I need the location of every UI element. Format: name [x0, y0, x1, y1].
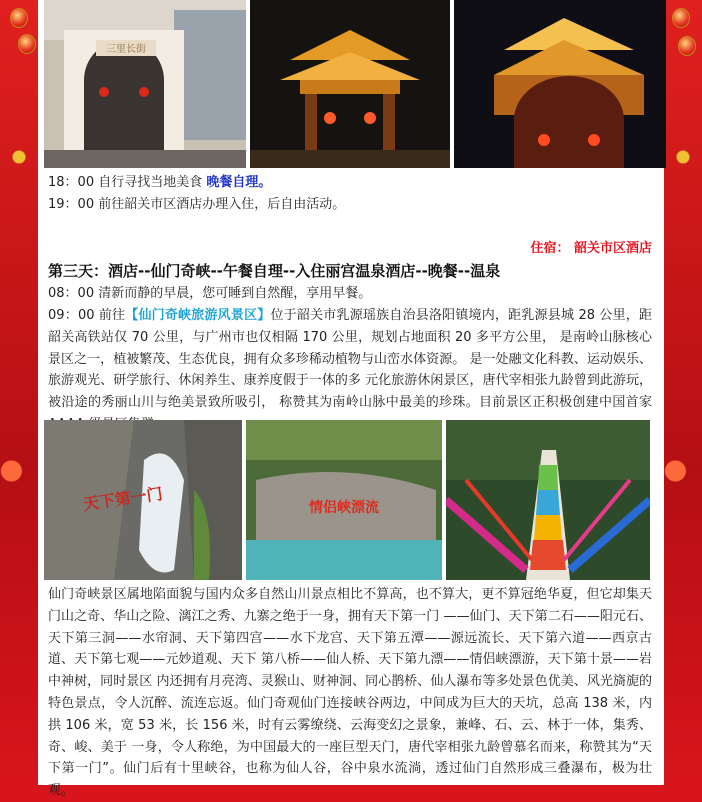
lantern-icon: [672, 8, 690, 28]
scenic-area-link: 【仙门奇峡旅游风景区】: [125, 308, 271, 323]
item-highlight: 晚餐自理。: [206, 175, 272, 190]
item-time: 08：00: [48, 286, 95, 301]
cliff-calligraphy-photo: [44, 420, 242, 580]
rainbow-bridge-photo: [446, 420, 650, 580]
itinerary-item-0900: [48, 305, 652, 436]
item-text: 自行寻找当地美食: [98, 175, 203, 190]
item-prefix: 前往: [98, 308, 126, 323]
shopping-street-photo: [44, 0, 246, 168]
rock-characters-photo: [246, 420, 442, 580]
day3-title: 第三天：酒店--仙门奇峡--午餐自理--入住丽宫温泉酒店--晚餐--温泉: [48, 262, 501, 280]
item-text: 前往韶关市区酒店办理入住，后自由活动。: [98, 197, 346, 212]
itinerary-item-0800: [48, 283, 652, 305]
rock-characters-text: 情侣峡漂流: [309, 500, 379, 516]
lodging-label: 住宿： 韶关市区酒店: [530, 241, 652, 256]
lantern-icon: [678, 36, 696, 56]
middle-photo-row: [44, 420, 650, 580]
cliff-calligraphy-text: 天下第一门: [81, 484, 164, 514]
lantern-icon: [10, 8, 28, 28]
top-photo-row: [44, 0, 666, 168]
decorative-frame-left: [0, 0, 38, 785]
item-time: 09：00: [48, 308, 95, 323]
night-pavilion-photo: [454, 0, 666, 168]
itinerary-item-1900: [48, 194, 652, 216]
item-text: 清新而静的早晨，您可睡到自然醒，享用早餐。: [98, 286, 372, 301]
item-text: 位于韶关市乳源瑶族自治县洛阳镇境内，距乳源县城 28 公里，距韶关高铁站仅 70 公里，与广州市也仅相隔 170 公里，规划占地面积 20 多平方公里， 是南岭山脉核心景区之一，植被繁茂、生态优良，拥有众多珍稀动植物与山峦水体资源。 是一处融文化科教、运动娱乐、旅游观光、研学旅行、休闲养生、康养度假于一体的多 元化旅游休闲景区，唐代宰相张九龄曾到此游玩，被沿途的秀丽山川与绝美景致所吸引， 称赞其为南岭山脉中最美的珍珠。目前景区正积极创建中国首家: [48, 308, 652, 411]
scenic-area-description: 仙门奇峡景区属地陷面貌与国内众多自然山川景点相比不算高，也不算大，更不算冠绝华夏，但它却集天门山之奇、华山之险、漓江之秀、九寨之绝于一身，拥有天下第一门 ——仙门、天下第二石——阳元石、天下第三洞——水帘洞、天下第四宫——水下龙宫、天下第五潭——源远流长、天下第六道——西京古道、天下第七观——元妙道观、天下 第八桥——仙人桥、天下第九漂——情侣峡漂游，天下第十景——岩中神树，同时景区 内还拥有月亮湾、灵猴山、财神洞、同心鹊桥、仙人瀑布等多处景色优美、风光旖旎的特色景点，令人沉醉、流连忘返。仙门奇观仙门连接峡谷两边，中间成为巨大的天坑，总高 138 米，内拱 106 米，宽 53 米，长 156 米，时有云雾缭绕、云海变幻之景象，兼峰、石、云、林于一体，集秀、奇、峻、美于 一身，令人称绝，为中国最大的一座巨型天门，唐代宰相张九龄曾慕名而来，称赞其为“天下第一门”。仙门后有十里峡谷，也称为仙人谷，谷中泉水流淌，透过仙门自然形成三叠瀑布，极为壮观。: [48, 587, 652, 799]
night-gate-photo: [250, 0, 450, 168]
item-time: 18：00: [48, 175, 95, 190]
lantern-icon: [18, 34, 36, 54]
decorative-frame-right: [664, 0, 702, 785]
itinerary-item-1800: [48, 172, 652, 194]
item-time: 19：00: [48, 197, 95, 212]
itinerary-sheet: [38, 0, 664, 799]
street-sign-text: 三里长街: [106, 44, 146, 55]
